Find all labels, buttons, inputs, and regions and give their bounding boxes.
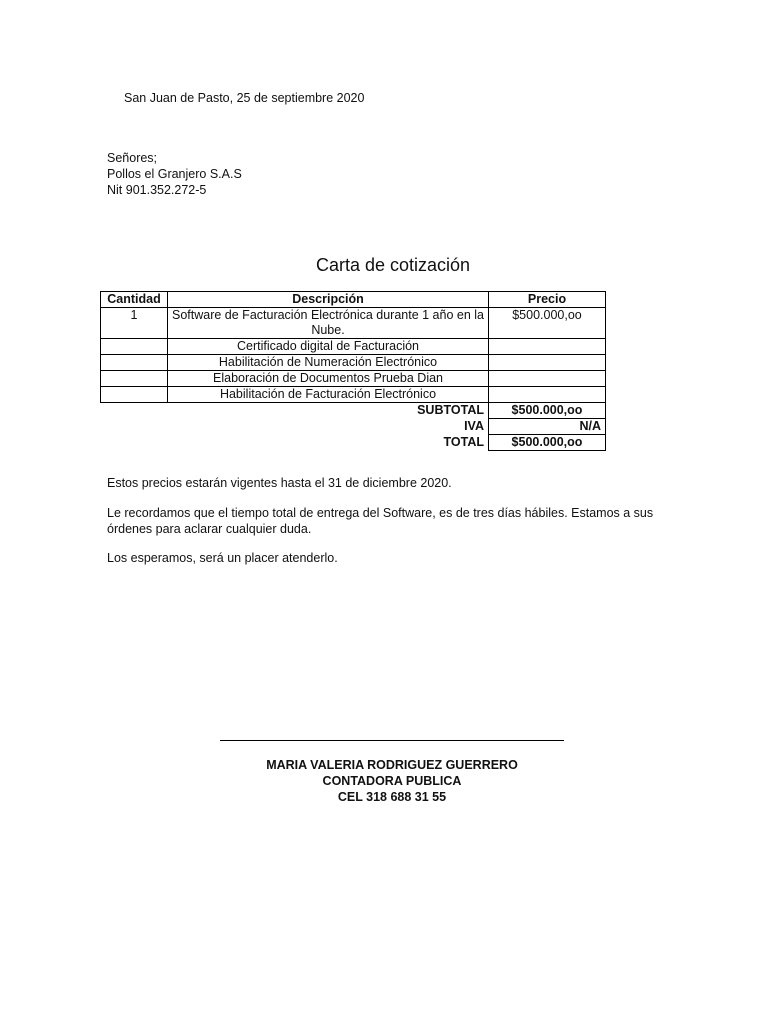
salutation: Señores; (107, 151, 158, 165)
total-label: TOTAL (443, 434, 484, 449)
row-price (489, 371, 606, 387)
subtotal-value: $500.000,oo (489, 403, 606, 419)
signature-block (220, 757, 564, 805)
recipient-company: Pollos el Granjero S.A.S (107, 167, 242, 181)
table-row (101, 339, 606, 355)
row-quantity (101, 355, 168, 371)
signature-line (220, 740, 564, 741)
recipient-nit: Nit 901.352.272-5 (107, 183, 207, 197)
place-date: San Juan de Pasto, 25 de septiembre 2020 (124, 91, 365, 105)
total-value: $500.000,oo (489, 435, 606, 451)
signer-role: CONTADORA PUBLICA (322, 774, 462, 788)
row-price (489, 387, 606, 403)
row-quantity: 1 (101, 308, 168, 339)
iva-value: N/A (489, 419, 606, 435)
subtotal-row (101, 403, 606, 419)
row-quantity (101, 371, 168, 387)
row-description: Habilitación de Facturación Electrónico (168, 387, 489, 403)
table-row (101, 371, 606, 387)
header-quantity: Cantidad (101, 292, 168, 308)
row-price (489, 355, 606, 371)
row-price (489, 339, 606, 355)
iva-label: IVA (464, 418, 484, 433)
iva-row (101, 419, 606, 435)
table-header-row (101, 292, 606, 308)
row-description: Certificado digital de Facturación (168, 339, 489, 355)
row-description: Software de Facturación Electrónica durante 1 año en la Nube. (168, 308, 489, 339)
row-description: Habilitación de Numeración Electrónico (168, 355, 489, 371)
header-price: Precio (489, 292, 606, 308)
table-row (101, 355, 606, 371)
subtotal-label: SUBTOTAL (417, 403, 484, 417)
row-quantity (101, 387, 168, 403)
header-description: Descripción (168, 292, 489, 308)
validity-paragraph: Estos precios estarán vigentes hasta el 31 de diciembre 2020. (107, 476, 452, 490)
document-title: Carta de cotización (315, 255, 471, 275)
table-row (101, 387, 606, 403)
row-quantity (101, 339, 168, 355)
closing-paragraph: Los esperamos, será un placer atenderlo. (107, 551, 338, 565)
recipient-block (107, 150, 242, 198)
row-description: Elaboración de Documentos Prueba Dian (168, 371, 489, 387)
table-row (101, 308, 606, 339)
signer-phone: CEL 318 688 31 55 (337, 790, 447, 804)
delivery-paragraph: Le recordamos que el tiempo total de entrega del Software, es de tres días hábiles. Estamos a sus órdenes para aclarar cualquier duda. (107, 506, 654, 536)
quotation-table (100, 291, 606, 451)
total-row (101, 435, 606, 451)
row-price: $500.000,oo (489, 308, 606, 339)
signer-name: MARIA VALERIA RODRIGUEZ GUERRERO (266, 758, 518, 772)
